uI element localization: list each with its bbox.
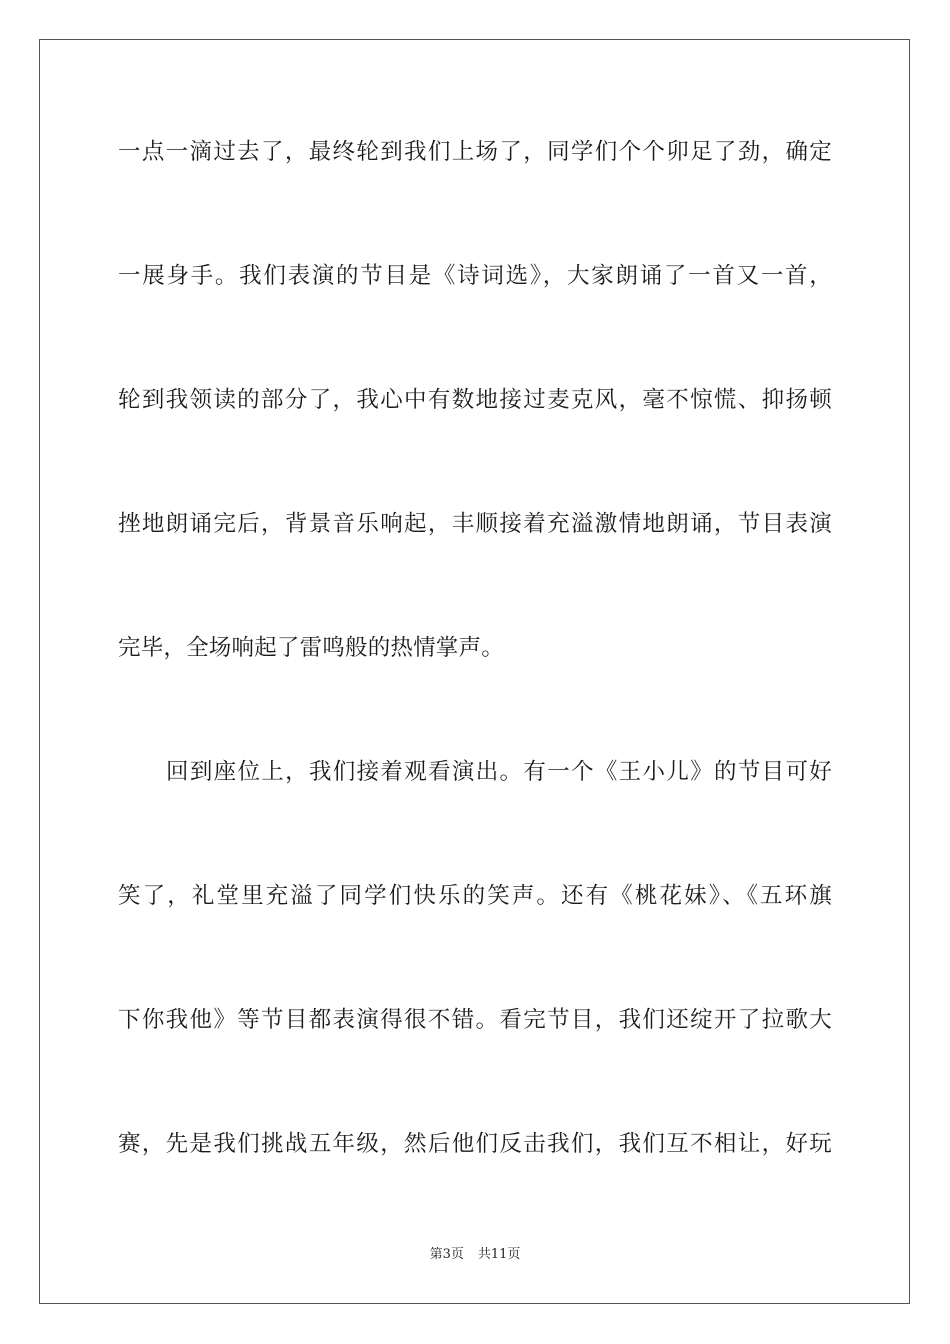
text-line-3: 轮到我领读的部分了，我心中有数地接过麦克风，毫不惊慌、抑扬顿 (118, 387, 832, 413)
text-line-7: 笑了，礼堂里充溢了同学们快乐的笑声。还有《桃花妹》、《五环旗 (118, 883, 832, 909)
text-line-2: 一展身手。我们表演的节目是《诗词选》，大家朗诵了一首又一首， (118, 263, 832, 289)
text-line-9: 赛，先是我们挑战五年级，然后他们反击我们，我们互不相让，好玩 (118, 1131, 832, 1157)
text-line-4: 挫地朗诵完后，背景音乐响起，丰顺接着充溢激情地朗诵，节目表演 (118, 511, 832, 537)
page-footer (0, 1246, 950, 1264)
text-line-1: 一点一滴过去了，最终轮到我们上场了，同学们个个卯足了劲，确定 (118, 139, 832, 165)
text-line-8: 下你我他》等节目都表演得很不错。看完节目，我们还绽开了拉歌大 (118, 1007, 832, 1033)
page-total: 共11页 (477, 1247, 521, 1262)
page-number: 第3页 (429, 1247, 464, 1262)
text-line-5: 完毕，全场响起了雷鸣般的热情掌声。 (118, 635, 504, 661)
page-border (39, 39, 910, 1304)
text-line-6: 回到座位上，我们接着观看演出。有一个《王小儿》的节目可好 (166, 759, 832, 785)
